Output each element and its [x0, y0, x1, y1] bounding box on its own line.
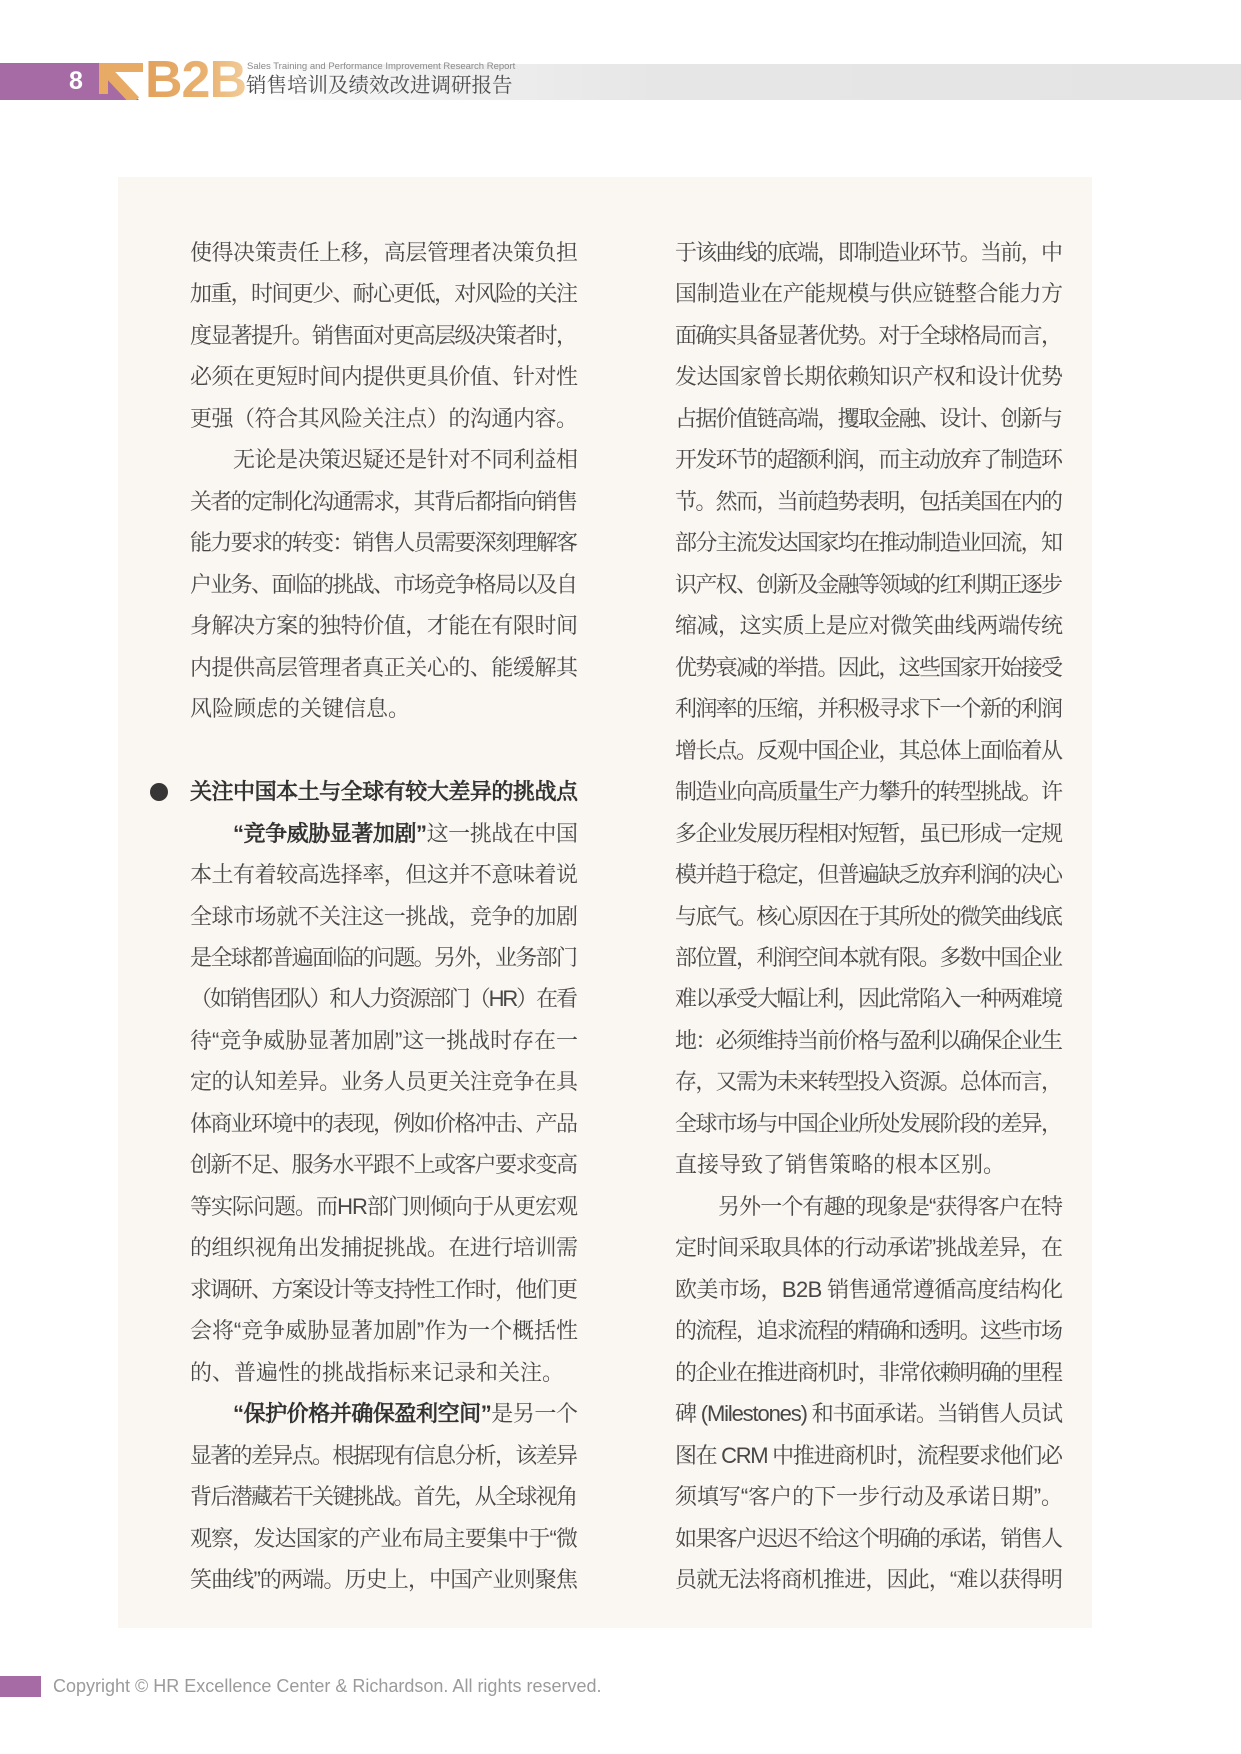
- text-line: [675, 356, 1063, 397]
- text-segment: 待“竞争威胁显著加剧”这一挑战时存在一: [190, 1027, 578, 1053]
- text-line: [675, 605, 1063, 646]
- text-line: [675, 1144, 1063, 1185]
- text-segment: 体商业环境中的表现，例如价格冲击、产品: [190, 1110, 577, 1136]
- text-line: [675, 896, 1063, 937]
- text-line: [675, 315, 1063, 356]
- text-segment: 加重，时间更少、耐心更低，对风险的关注: [190, 281, 577, 307]
- text-segment: 占据价值链高端，攫取金融、设计、创新与: [675, 405, 1062, 431]
- text-segment: 难以承受大幅让利，因此常陷入一种两难境: [675, 986, 1062, 1012]
- line-text: [675, 1393, 1062, 1434]
- line-text: [675, 481, 1061, 522]
- line-text: [190, 1269, 576, 1310]
- line-text: [190, 605, 578, 646]
- report-subtitle-en: Sales Training and Performance Improvement Research Report: [247, 61, 516, 72]
- text-segment: 地：必须维持当前价格与盈利以确保企业生: [675, 1027, 1062, 1053]
- line-text: [675, 978, 1061, 1019]
- text-line: [675, 564, 1063, 605]
- report-title-zh: 销售培训及绩效改进调研报告: [246, 74, 513, 97]
- text-line: [190, 439, 578, 480]
- text-line: [675, 1020, 1063, 1061]
- line-text: [675, 1435, 1062, 1476]
- text-line: [190, 356, 578, 397]
- text-segment: 碑 (Milestones) 和书面承诺。当销售人员试: [675, 1401, 1062, 1427]
- text-segment: 增长点。反观中国企业，其总体上面临着从: [675, 737, 1062, 763]
- text-line: [675, 937, 1063, 978]
- line-text: [675, 232, 1061, 273]
- line-text: [675, 398, 1061, 439]
- text-segment: 必须在更短时间内提供更具价值、针对性: [190, 364, 578, 390]
- text-segment: 利润率的压缩，并积极寻求下一个新的利润: [675, 696, 1062, 722]
- text-line: [675, 813, 1063, 854]
- text-line: [190, 1435, 578, 1476]
- text-segment: 缩减，这实质上是应对微笑曲线两端传统: [675, 613, 1063, 639]
- text-segment: 的组织视角出发捕捉挑战。在进行培训需: [190, 1235, 578, 1261]
- text-line: [190, 896, 578, 937]
- text-segment: 另外一个有趣的现象是“获得客户在特: [718, 1193, 1063, 1219]
- line-text: [190, 978, 576, 1019]
- text-segment: 等实际问题。而HR部门则倾向于从更宏观: [190, 1193, 578, 1219]
- text-segment: 模并趋于稳定，但普遍缺乏放弃利润的决心: [675, 862, 1062, 888]
- text-segment: 部分主流发达国家均在推动制造业回流，知: [675, 530, 1062, 556]
- text-line: [190, 978, 578, 1019]
- line-text: [675, 896, 1061, 937]
- text-line: [190, 1269, 578, 1310]
- line-text: [675, 315, 1061, 356]
- text-line: [190, 1518, 578, 1559]
- text-line: [190, 1310, 578, 1351]
- line-text: [675, 605, 1063, 646]
- line-text: [190, 688, 410, 729]
- text-segment: 定时间采取具体的行动承诺”挑战差异，在: [675, 1235, 1063, 1261]
- text-segment: 与底气。核心原因在于其所处的微笑曲线底: [675, 903, 1062, 929]
- text-line: [675, 1061, 1063, 1102]
- text-segment: 制造业向高质量生产力攀升的转型挑战。许: [675, 779, 1062, 805]
- line-text: [190, 937, 576, 978]
- line-text: [675, 730, 1061, 771]
- line-text: [190, 398, 578, 439]
- text-segment: 会将“竞争威胁显著加剧”作为一个概括性: [190, 1318, 578, 1344]
- text-segment: 观察，发达国家的产业布局主要集中于“微: [190, 1525, 578, 1551]
- line-text: [675, 439, 1061, 480]
- line-text: [190, 356, 578, 397]
- line-text: [190, 564, 576, 605]
- line-text: [190, 1518, 577, 1559]
- text-segment: 的企业在推进商机时，非常依赖明确的里程: [675, 1359, 1062, 1385]
- line-text: [190, 1352, 564, 1393]
- line-text: [675, 356, 1063, 397]
- line-text: [190, 1186, 577, 1227]
- text-line: [675, 647, 1063, 688]
- text-line: [675, 771, 1063, 812]
- line-text: [190, 647, 578, 688]
- text-segment: 风险顾虑的关键信息。: [190, 696, 411, 722]
- text-segment: 节。然而，当前趋势表明，包括美国在内的: [675, 488, 1062, 514]
- text-line: [675, 1103, 1063, 1144]
- copyright-text: Copyright © HR Excellence Center & Richardson. All rights reserved.: [53, 1676, 602, 1696]
- text-line: [675, 522, 1063, 563]
- text-line: [675, 1310, 1063, 1351]
- line-text: [675, 1061, 1061, 1102]
- text-segment: 员就无法将商机推进，因此，“难以获得明: [675, 1567, 1063, 1592]
- text-segment: 是另一个: [491, 1401, 578, 1427]
- text-segment: 户业务、面临的挑战、市场竞争格局以及自: [190, 571, 577, 597]
- text-line: [675, 978, 1063, 1019]
- line-text: [190, 1144, 576, 1185]
- text-line: [190, 1186, 578, 1227]
- line-text: [718, 1186, 1062, 1227]
- text-segment: 这一挑战在中国: [426, 820, 578, 846]
- bullet-icon: [150, 783, 168, 801]
- bold-text: “竞争威胁显著加剧”: [233, 820, 427, 846]
- line-text: [190, 1476, 576, 1517]
- line-text: [233, 439, 578, 480]
- line-text: [675, 1310, 1061, 1351]
- text-segment: 于该曲线的底端，即制造业环节。当前，中: [675, 240, 1062, 265]
- text-line: [675, 730, 1063, 771]
- text-line: [675, 1476, 1063, 1517]
- text-line: [190, 1393, 578, 1434]
- text-line: [675, 1435, 1063, 1476]
- line-text: [675, 854, 1061, 895]
- text-line: [675, 688, 1063, 729]
- text-segment: 无论是决策迟疑还是针对不同利益相: [233, 447, 578, 473]
- line-text: [675, 647, 1061, 688]
- text-segment: 优势衰减的举措。因此，这些国家开始接受: [675, 654, 1062, 680]
- text-segment: 开发环节的超额利润，而主动放弃了制造环: [675, 447, 1062, 473]
- page-number: 8: [69, 67, 83, 95]
- text-line: [190, 232, 578, 273]
- text-segment: 如果客户迟迟不给这个明确的承诺，销售人: [675, 1525, 1062, 1551]
- line-text: [190, 1020, 578, 1061]
- line-text: [675, 1269, 1062, 1310]
- text-segment: 更强（符合其风险关注点）的沟通内容。: [190, 405, 578, 431]
- line-text: [675, 1103, 1061, 1144]
- line-text: [675, 1352, 1061, 1393]
- line-text: [190, 854, 578, 895]
- text-line: [675, 854, 1063, 895]
- line-text: [675, 1020, 1061, 1061]
- text-segment: 面确实具备显著优势。对于全球格局而言，: [675, 322, 1062, 348]
- logo-b2b: B2B: [145, 51, 247, 109]
- footer-purple-bar: [0, 1676, 41, 1697]
- text-line: [675, 1269, 1063, 1310]
- line-text: [233, 1393, 578, 1434]
- section-heading: [190, 771, 578, 812]
- text-line: [190, 1352, 578, 1393]
- bold-text: “保护价格并确保盈利空间”: [233, 1401, 492, 1427]
- text-line: [675, 1393, 1063, 1434]
- text-line: [190, 605, 578, 646]
- text-segment: 直接导致了销售策略的根本区别。: [675, 1152, 1006, 1178]
- line-text: [675, 273, 1063, 314]
- text-segment: 图在 CRM 中推进商机时，流程要求他们必: [675, 1442, 1062, 1468]
- line-text: [190, 481, 576, 522]
- left-text-column: [190, 232, 578, 1600]
- text-line: [190, 481, 578, 522]
- line-text: [190, 232, 578, 273]
- line-text: [675, 771, 1061, 812]
- text-segment: 欧美市场，B2B 销售通常遵循高度结构化: [675, 1276, 1063, 1302]
- text-segment: 本土有着较高选择率，但这并不意味着说: [190, 862, 578, 888]
- text-line: [675, 1559, 1063, 1600]
- text-segment: 背后潜藏若干关键挑战。首先，从全球视角: [190, 1484, 577, 1510]
- line-text: [190, 896, 578, 937]
- text-segment: 求调研、方案设计等支持性工作时，他们更: [190, 1276, 577, 1302]
- text-line: [190, 813, 578, 854]
- blank-line: [190, 730, 578, 771]
- text-segment: 关者的定制化沟通需求，其背后都指向销售: [190, 488, 577, 514]
- line-text: [190, 1103, 576, 1144]
- text-line: [190, 398, 578, 439]
- text-line: [190, 522, 578, 563]
- text-segment: 多企业发展历程相对短暂，虽已形成一定规: [675, 820, 1062, 846]
- text-line: [190, 564, 578, 605]
- text-line: [675, 273, 1063, 314]
- line-text: [190, 771, 578, 812]
- text-line: [675, 1227, 1063, 1268]
- text-segment: 发达国家曾长期依赖知识产权和设计优势: [675, 364, 1063, 390]
- line-text: [675, 1144, 1005, 1185]
- line-text: [675, 522, 1061, 563]
- line-text: [675, 813, 1061, 854]
- line-text: [190, 1559, 577, 1600]
- text-line: [675, 232, 1063, 273]
- text-segment: 的、普遍性的挑战指标来记录和关注。: [190, 1359, 565, 1385]
- line-text: [675, 1227, 1062, 1268]
- line-text: [675, 1476, 1063, 1517]
- text-line: [190, 647, 578, 688]
- text-segment: 全球市场与中国企业所处发展阶段的差异，: [675, 1110, 1062, 1136]
- text-line: [190, 1144, 578, 1185]
- line-text: [190, 1435, 576, 1476]
- text-line: [190, 1227, 578, 1268]
- bold-text: 关注中国本土与全球有较大差异的挑战点: [190, 779, 578, 805]
- right-text-column: [675, 232, 1063, 1600]
- text-segment: 全球市场就不关注这一挑战，竞争的加剧: [190, 903, 578, 929]
- text-segment: 是全球都普遍面临的问题。另外，业务部门: [190, 944, 577, 970]
- text-line: [190, 1020, 578, 1061]
- arrow-up-left-icon: [99, 63, 143, 100]
- line-text: [190, 315, 576, 356]
- text-line: [675, 398, 1063, 439]
- line-text: [675, 1518, 1061, 1559]
- line-text: [190, 1227, 578, 1268]
- text-segment: 定的认知差异。业务人员更关注竞争在具: [190, 1069, 578, 1095]
- line-text: [190, 273, 576, 314]
- text-line: [190, 1103, 578, 1144]
- text-line: [190, 1061, 578, 1102]
- line-text: [190, 1061, 578, 1102]
- text-line: [190, 854, 578, 895]
- text-line: [190, 937, 578, 978]
- text-line: [675, 1352, 1063, 1393]
- text-segment: （如销售团队）和人力资源部门（HR）在看: [190, 986, 576, 1012]
- text-segment: 显著的差异点。根据现有信息分析，该差异: [190, 1442, 577, 1468]
- text-line: [675, 1186, 1063, 1227]
- text-segment: 内提供高层管理者真正关心的、能缓解其: [190, 654, 578, 680]
- text-segment: 须填写“客户的下一步行动及承诺日期”。: [675, 1484, 1063, 1510]
- text-line: [190, 1559, 578, 1600]
- text-segment: 的流程，追求流程的精确和透明。这些市场: [675, 1318, 1062, 1344]
- text-line: [190, 315, 578, 356]
- line-text: [233, 813, 578, 854]
- text-segment: 度显著提升。销售面对更高层级决策者时，: [190, 322, 577, 348]
- line-text: [675, 1559, 1062, 1600]
- text-line: [190, 273, 578, 314]
- line-text: [190, 1310, 578, 1351]
- text-segment: 笑曲线”的两端。历史上，中国产业则聚焦: [190, 1567, 578, 1592]
- text-line: [675, 439, 1063, 480]
- text-line: [190, 688, 578, 729]
- text-line: [675, 481, 1063, 522]
- text-segment: 部位置，利润空间本就有限。多数中国企业: [675, 944, 1062, 970]
- text-segment: 身解决方案的独特价值，才能在有限时间: [190, 613, 578, 639]
- text-line: [190, 1476, 578, 1517]
- line-text: [675, 937, 1061, 978]
- text-segment: 能力要求的转变：销售人员需要深刻理解客: [190, 530, 577, 556]
- text-line: [675, 1518, 1063, 1559]
- line-text: [190, 522, 576, 563]
- text-segment: 存，又需为未来转型投入资源。总体而言，: [675, 1069, 1062, 1095]
- text-segment: 国制造业在产能规模与供应链整合能力方: [675, 281, 1063, 307]
- line-text: [675, 564, 1061, 605]
- line-text: [675, 688, 1061, 729]
- text-segment: 识产权、创新及金融等领域的红利期正逐步: [675, 571, 1062, 597]
- text-segment: 创新不足、服务水平跟不上或客户要求变高: [190, 1152, 577, 1178]
- text-segment: 使得决策责任上移，高层管理者决策负担: [190, 240, 578, 265]
